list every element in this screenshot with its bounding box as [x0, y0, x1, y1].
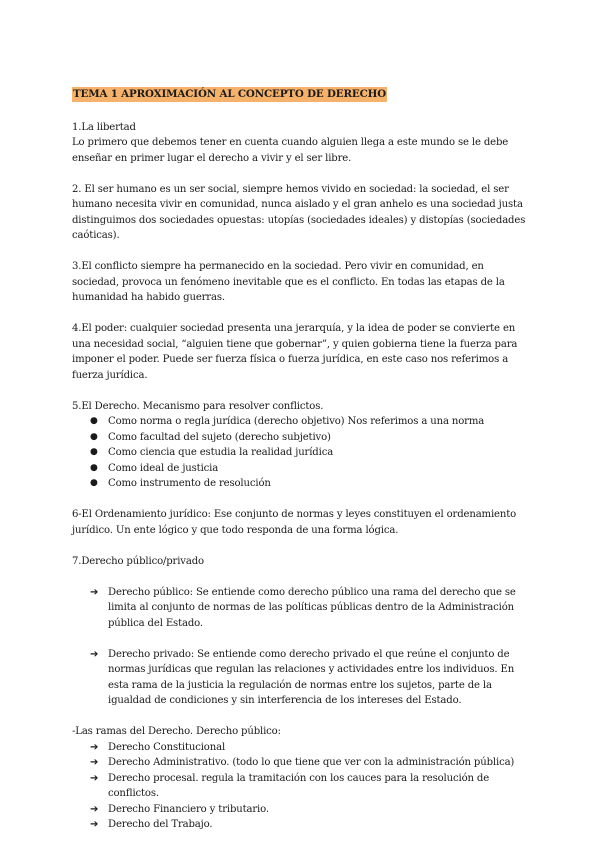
section-7-list — [72, 585, 532, 632]
list-item: ● Como ideal de justicia — [90, 461, 532, 477]
section-3-body: 3.El conflicto siempre ha permanecido en la sociedad. Pero vivir en comunidad, en sociedad, provoca un fenómeno inevitable que es el conflicto. En todas las etapas de la humanidad ha habido guerras. — [72, 261, 505, 303]
bullet-icon: ● — [90, 478, 98, 488]
list-item: ● Como instrumento de resolución — [90, 476, 532, 492]
section-1-heading: 1.La libertad — [72, 121, 136, 133]
section-4-body: 4.El poder: cualquier sociedad presenta una jerarquía, y la idea de poder se convierte en una necesidad social, “alguien tiene que gobernar”, y quien gobierna tiene la fuerza para imponer el poder. Puede ser fuerza física o fuerza jurídica, en este caso nos referimos a fuerza jurídica. — [72, 323, 518, 381]
section-6-body: 6-El Ordenamiento jurídico: Ese conjunto de normas y leyes constituyen el ordenamiento jurídico. Un ente lógico y que todo responda de una forma lógica. — [72, 509, 517, 536]
arrow-right-icon: ➔ — [90, 648, 99, 660]
bullet-icon: ● — [90, 462, 98, 473]
arrow-right-icon: ➔ — [90, 586, 99, 598]
list-item: ➔ Derecho Constitucional — [90, 740, 532, 756]
ramas-heading: -Las ramas del Derecho. Derecho público: — [72, 726, 281, 737]
section-7-heading: 7.Derecho público/privado — [72, 555, 204, 567]
list-item: ➔ Derecho procesal. regula la tramitación con los cauces para la resolución de conflictos. — [90, 772, 490, 799]
arrow-right-icon: ➔ — [90, 741, 99, 753]
section-5-list — [72, 414, 532, 492]
list-item: ➔ Derecho del Trabajo. — [90, 817, 532, 833]
list-item: ➔ Derecho Administrativo. (todo lo que tiene que ver con la administración pública) — [90, 755, 532, 771]
arrow-right-icon: ➔ — [90, 772, 99, 784]
list-item: ➔ Derecho público: Se entiende como derecho público una rama del derecho que se limita al conjunto de normas de las políticas públicas dentro de la Administración pública del Estado. — [90, 586, 516, 629]
bullet-icon: ● — [90, 431, 98, 442]
list-item: ● Como norma o regla jurídica (derecho objetivo) Nos referimos a una norma — [90, 414, 532, 430]
list-item: ● Como facultad del sujeto (derecho subjetivo) — [90, 430, 532, 446]
section-5-heading: 5.El Derecho. Mecanismo para resolver conflictos. — [72, 400, 324, 412]
bullet-icon: ● — [90, 416, 98, 426]
page-title: TEMA 1 APROXIMACIÓN AL CONCEPTO DE DERECHO — [73, 88, 387, 100]
page-title-block — [72, 87, 532, 103]
list-item: ➔ Derecho privado: Se entiende como derecho privado el que reúne el conjunto de normas jurídicas que regulan las relaciones y actividades entre los individuos. En esta rama de la justicia la regulación de normas entre los sujetos, parte de la igualdad de condiciones y sin interferencia de los intereses del Estado. — [90, 648, 515, 706]
list-item: ● Como ciencia que estudia la realidad jurídica — [90, 445, 532, 461]
document-page — [72, 87, 532, 833]
section-2-body: 2. El ser humano es un ser social, siempre hemos vivido en sociedad: la sociedad, el ser humano necesita vivir en comunidad, nunca aislado y el gran anhelo es una sociedad justa distinguimos dos sociedades opuestas: utopías (sociedades ideales) y distopías (sociedades caóticas). — [72, 183, 526, 241]
arrow-right-icon: ➔ — [90, 757, 99, 768]
list-item: ➔ Derecho Financiero y tributario. — [90, 802, 532, 818]
section-1-body: Lo primero que debemos tener en cuenta cuando alguien llega a este mundo se le debe enseñar en primer lugar el derecho a vivir y el ser libre. — [72, 137, 509, 164]
bullet-icon: ● — [90, 447, 98, 457]
arrow-right-icon: ➔ — [90, 819, 99, 830]
arrow-right-icon: ➔ — [90, 803, 99, 815]
ramas-list — [72, 740, 532, 833]
section-7-list-private — [72, 647, 532, 709]
